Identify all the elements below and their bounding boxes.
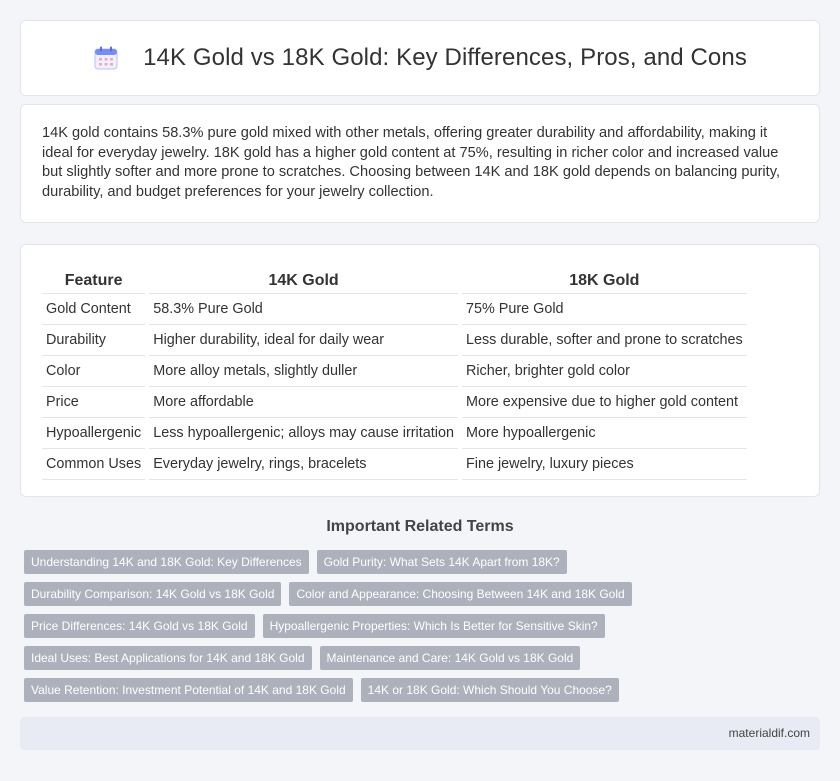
table-row bbox=[42, 294, 747, 325]
intro-card bbox=[20, 104, 820, 223]
table-cell-feature: Price bbox=[42, 387, 145, 418]
related-term-tag[interactable]: Color and Appearance: Choosing Between 14K and 18K Gold bbox=[289, 582, 631, 606]
page-title: 14K Gold vs 18K Gold: Key Differences, Pros, and Cons bbox=[143, 44, 747, 71]
table-cell-18k: Less durable, softer and prone to scratches bbox=[462, 325, 747, 356]
related-term-tag[interactable]: Price Differences: 14K Gold vs 18K Gold bbox=[24, 614, 255, 638]
column-header-14k: 14K Gold bbox=[149, 265, 458, 294]
related-term-tag[interactable]: Value Retention: Investment Potential of 14K and 18K Gold bbox=[24, 678, 353, 702]
table-cell-14k: 58.3% Pure Gold bbox=[149, 294, 458, 325]
related-term-tag[interactable]: 14K or 18K Gold: Which Should You Choose? bbox=[361, 678, 619, 702]
table-row bbox=[42, 325, 747, 356]
related-terms-tags bbox=[24, 550, 804, 710]
footer-site-link[interactable]: materialdif.com bbox=[728, 726, 810, 740]
column-header-18k: 18K Gold bbox=[462, 265, 747, 294]
related-term-tag[interactable]: Gold Purity: What Sets 14K Apart from 18K? bbox=[317, 550, 567, 574]
table-cell-18k: More hypoallergenic bbox=[462, 418, 747, 449]
table-row bbox=[42, 356, 747, 387]
table-cell-18k: 75% Pure Gold bbox=[462, 294, 747, 325]
header-card bbox=[20, 20, 820, 96]
table-cell-feature: Common Uses bbox=[42, 449, 145, 480]
table-cell-18k: More expensive due to higher gold content bbox=[462, 387, 747, 418]
intro-paragraph: 14K gold contains 58.3% pure gold mixed with other metals, offering greater durability and affordability, making it ideal for everyday jewelry. 18K gold has a higher gold content at 75%, resulting in richer color and increased value but slightly softer and more prone to scratches. Choosing between 14K and 18K gold depends on balancing purity, durability, and budget preferences for your jewelry collection. bbox=[42, 125, 780, 200]
tag-row bbox=[24, 582, 804, 606]
table-header-row bbox=[42, 265, 747, 294]
table-cell-14k: More affordable bbox=[149, 387, 458, 418]
tag-row bbox=[24, 550, 804, 574]
table-row bbox=[42, 387, 747, 418]
tag-row bbox=[24, 678, 804, 702]
footer bbox=[20, 717, 820, 750]
table-row bbox=[42, 449, 747, 480]
table-cell-feature: Gold Content bbox=[42, 294, 145, 325]
header-inner bbox=[93, 44, 747, 72]
related-term-tag[interactable]: Durability Comparison: 14K Gold vs 18K Gold bbox=[24, 582, 281, 606]
related-term-tag[interactable]: Maintenance and Care: 14K Gold vs 18K Gold bbox=[320, 646, 581, 670]
table-cell-14k: Everyday jewelry, rings, bracelets bbox=[149, 449, 458, 480]
tag-row bbox=[24, 614, 804, 638]
table-cell-feature: Color bbox=[42, 356, 145, 387]
table-cell-feature: Hypoallergenic bbox=[42, 418, 145, 449]
table-cell-feature: Durability bbox=[42, 325, 145, 356]
table-cell-14k: Less hypoallergenic; alloys may cause irritation bbox=[149, 418, 458, 449]
related-terms-title: Important Related Terms bbox=[326, 518, 514, 535]
related-term-tag[interactable]: Ideal Uses: Best Applications for 14K and 18K Gold bbox=[24, 646, 312, 670]
column-header-feature: Feature bbox=[42, 265, 145, 294]
table-cell-14k: More alloy metals, slightly duller bbox=[149, 356, 458, 387]
related-term-tag[interactable]: Understanding 14K and 18K Gold: Key Differences bbox=[24, 550, 309, 574]
table-row bbox=[42, 418, 747, 449]
comparison-table bbox=[38, 265, 751, 480]
table-cell-18k: Richer, brighter gold color bbox=[462, 356, 747, 387]
tag-row bbox=[24, 646, 804, 670]
comparison-table-card bbox=[20, 244, 820, 497]
related-term-tag[interactable]: Hypoallergenic Properties: Which Is Better for Sensitive Skin? bbox=[263, 614, 605, 638]
calendar-icon bbox=[93, 45, 119, 71]
table-cell-14k: Higher durability, ideal for daily wear bbox=[149, 325, 458, 356]
table-cell-18k: Fine jewelry, luxury pieces bbox=[462, 449, 747, 480]
